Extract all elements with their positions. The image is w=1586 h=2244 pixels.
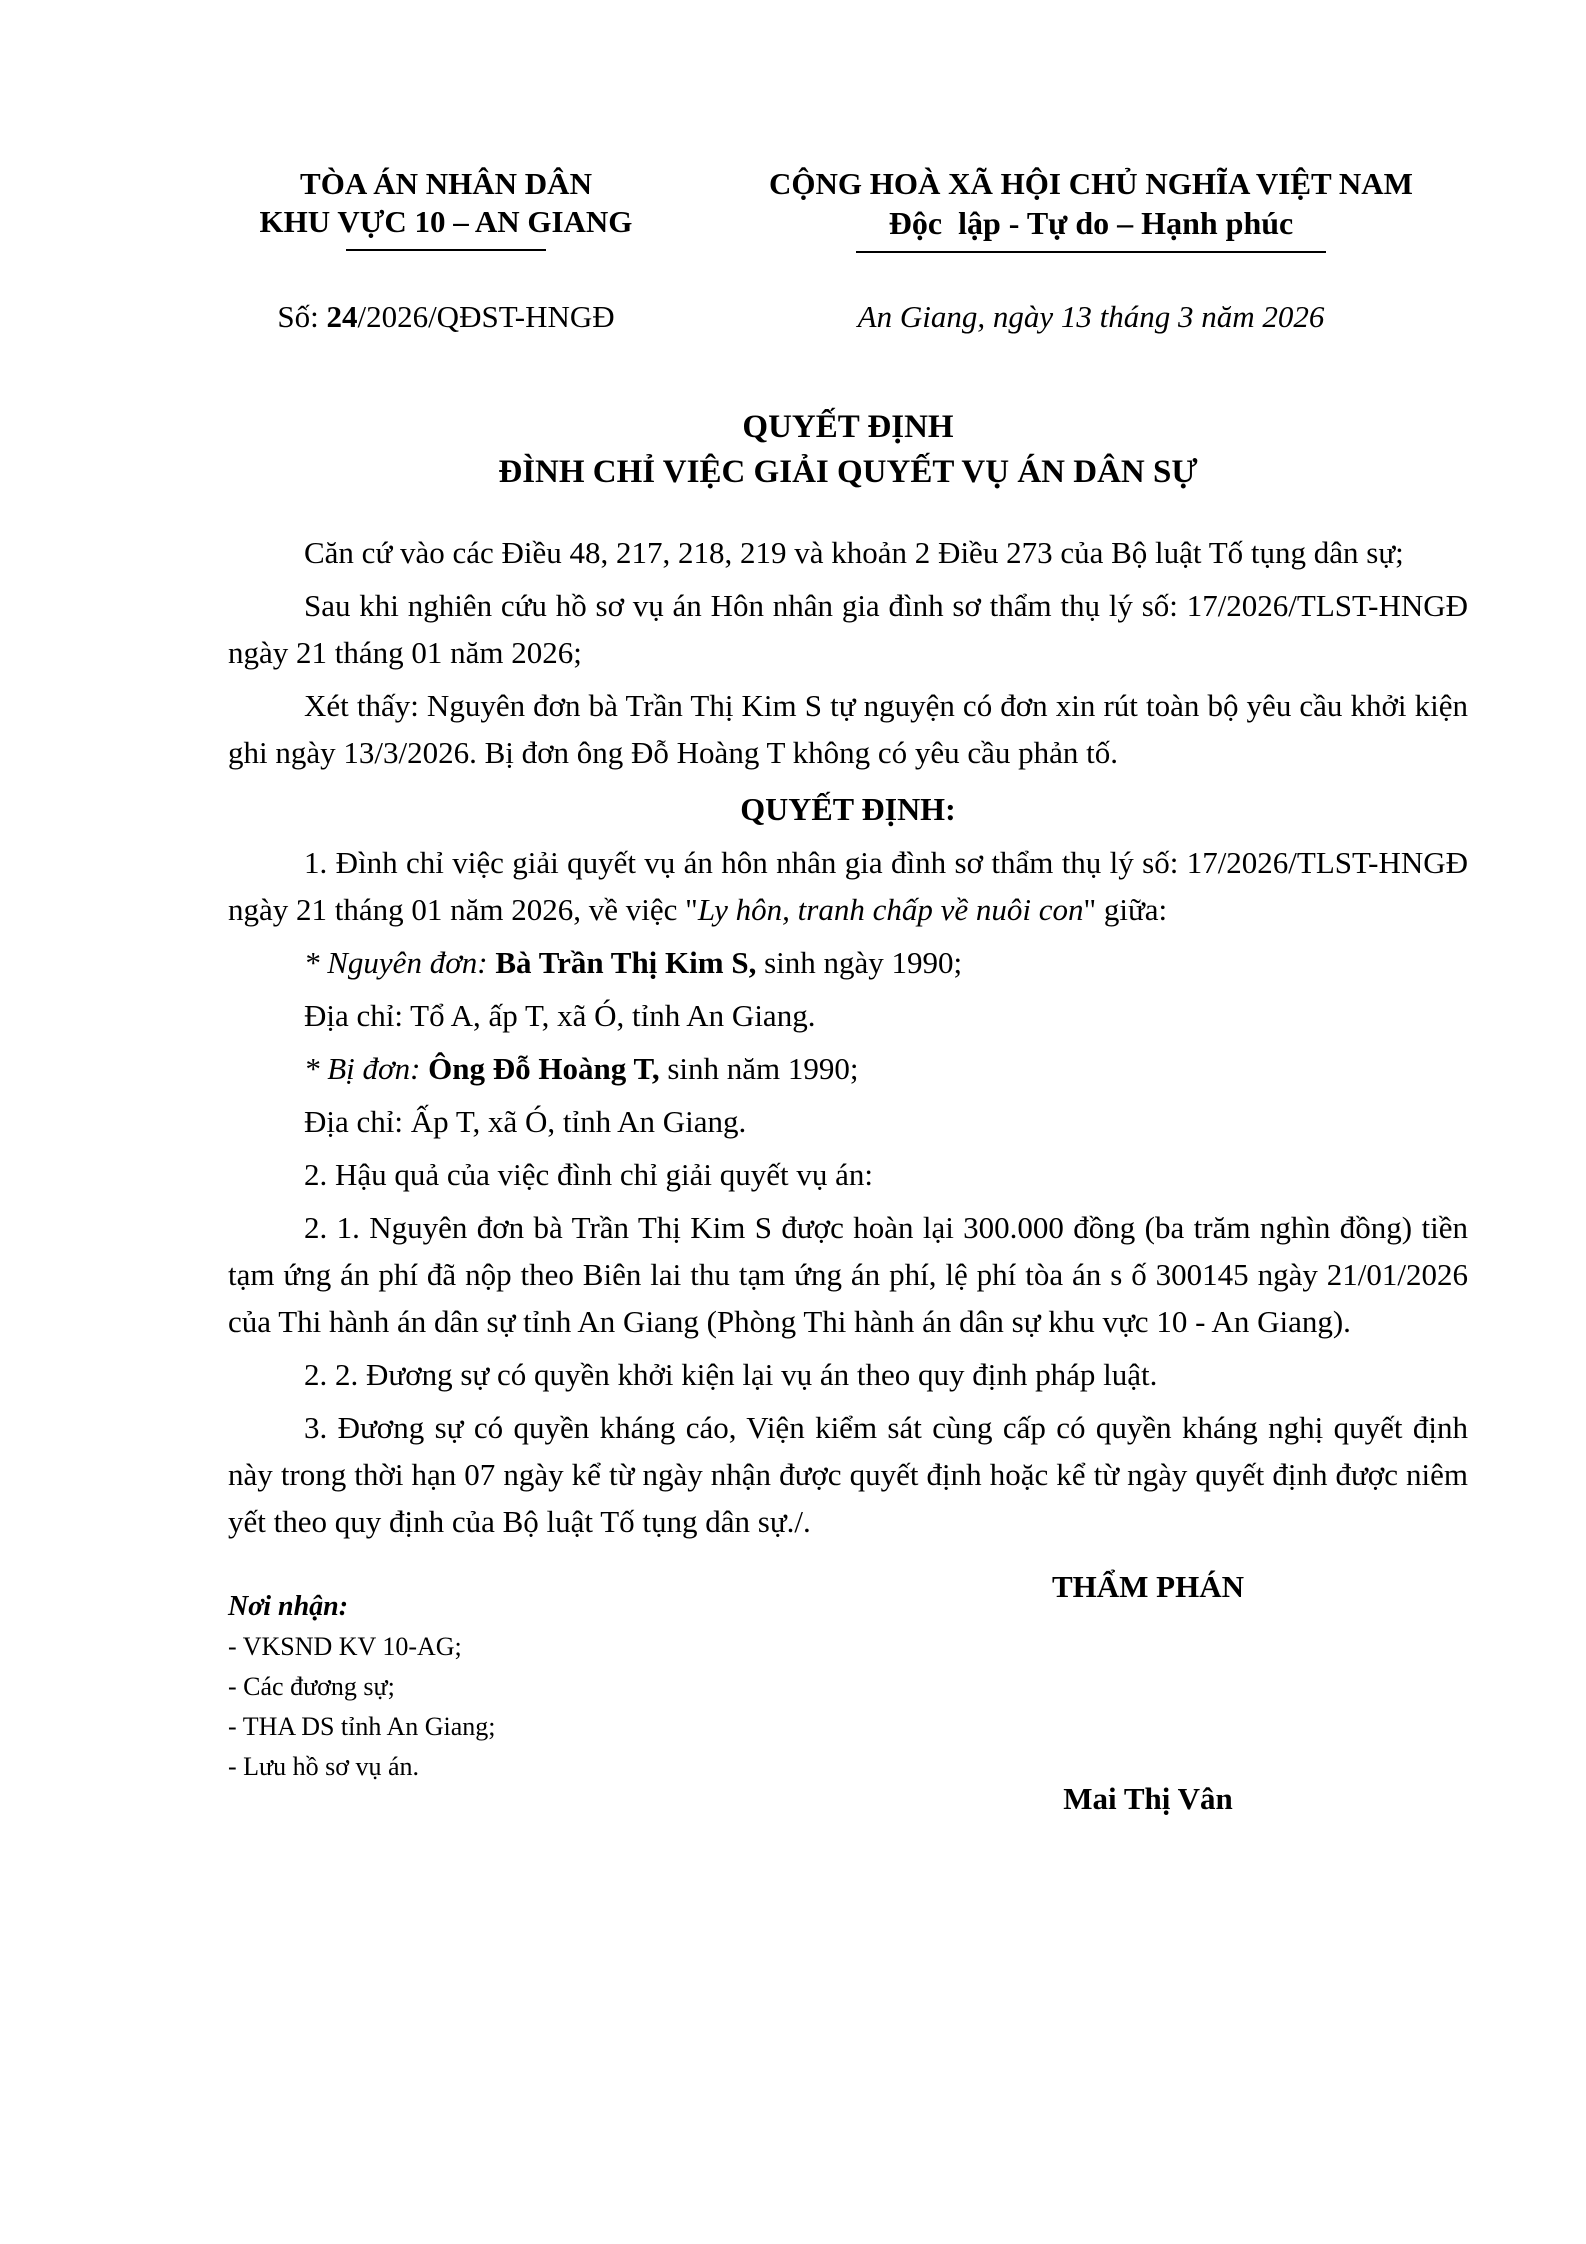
plaintiff-label: * Nguyên đơn: (304, 945, 496, 980)
motto-underline (856, 251, 1326, 253)
defendant-birth-info: sinh năm 1990; (659, 1051, 859, 1086)
court-name-line2: KHU VỰC 10 – AN GIANG (259, 204, 633, 239)
document-title (228, 405, 1468, 495)
recipients-block (228, 1587, 968, 1819)
paragraph-findings: Xét thấy: Nguyên đơn bà Trần Thị Kim S tự nguyện có đơn xin rút toàn bộ yêu cầu khởi kiện ghi ngày 13/3/2026. Bị đơn ông Đỗ Hoàng T không có yêu cầu phản tố. (228, 688, 1468, 770)
defendant-line (228, 1045, 1468, 1092)
plaintiff-address: Địa chỉ: Tổ A, ấp T, xã Ó, tỉnh An Giang. (304, 998, 816, 1033)
signature-block (968, 1567, 1328, 1819)
document-body (228, 529, 1468, 1545)
decision-item-1-text: 1. Đình chỉ việc giải quyết vụ án hôn nhân gia đình sơ thẩm thụ lý số: 17/2026/TLST-HNGĐ ngày 21 tháng 01 năm 2026, về việc " (228, 845, 1468, 927)
issue-date: An Giang, ngày 13 tháng 3 năm 2026 (857, 299, 1325, 334)
plaintiff-birth-info: sinh ngày 1990; (756, 945, 963, 980)
decision-section-heading: QUYẾT ĐỊNH: (740, 791, 956, 827)
plaintiff-name: Bà Trần Thị Kim S, (495, 945, 757, 980)
document-title-line2: ĐÌNH CHỈ VIỆC GIẢI QUYẾT VỤ ÁN DÂN SỰ (498, 454, 1198, 490)
document-number-label: Số: (277, 299, 327, 334)
court-header-underline (346, 249, 546, 251)
defendant-label: * Bị đơn: (304, 1051, 429, 1086)
decision-item-1-case-name: Ly hôn, tranh chấp về nuôi con (697, 892, 1084, 927)
court-name-line1: TÒA ÁN NHÂN DÂN (300, 166, 592, 201)
decision-item-1-suffix: " giữa: (1083, 892, 1168, 927)
decision-item-1 (228, 839, 1468, 933)
document-footer (228, 1567, 1468, 1819)
paragraph-legal-basis: Căn cứ vào các Điều 48, 217, 218, 219 và khoản 2 Điều 273 của Bộ luật Tố tụng dân sự; (304, 535, 1404, 570)
defendant-name: Ông Đỗ Hoàng T, (428, 1051, 660, 1086)
decision-item-2-1: 2. 1. Nguyên đơn bà Trần Thị Kim S được hoàn lại 300.000 đồng (ba trăm nghìn đồng) tiền tạm ứng án phí đã nộp theo Biên lai thu tạm ứng án phí, lệ phí tòa án s ố 300145 ngày 21/01/2026 của Thi hành án dân sự tỉnh An Giang (Phòng Thi hành án dân sự khu vực 10 - An Giang). (228, 1210, 1468, 1339)
recipients-label: Nơi nhận: (228, 1591, 349, 1622)
document-number-suffix: /2026/QĐST-HNGĐ (357, 299, 615, 334)
decision-item-3: 3. Đương sự có quyền kháng cáo, Viện kiểm sát cùng cấp có quyền kháng nghị quyết định này trong thời hạn 07 ngày kể từ ngày nhận được quyết định hoặc kể từ ngày quyết định được niêm yết theo quy định của Bộ luật Tố tụng dân sự./. (228, 1410, 1468, 1539)
plaintiff-line (228, 939, 1468, 986)
decision-item-2-2: 2. 2. Đương sự có quyền khởi kiện lại vụ án theo quy định pháp luật. (304, 1357, 1158, 1392)
defendant-address: Địa chỉ: Ấp T, xã Ó, tỉnh An Giang. (304, 1104, 747, 1139)
judge-name: Mai Thị Vân (1063, 1781, 1233, 1816)
document-number (228, 299, 664, 335)
paragraph-case-review: Sau khi nghiên cứu hồ sơ vụ án Hôn nhân gia đình sơ thẩm thụ lý số: 17/2026/TLST-HNGĐ ngày 21 tháng 01 năm 2026; (228, 588, 1468, 670)
decision-item-2: 2. Hậu quả của việc đình chỉ giải quyết vụ án: (304, 1157, 874, 1192)
document-header (228, 165, 1468, 335)
recipient-item: - THA DS tỉnh An Giang; (228, 1712, 496, 1741)
court-header-block (228, 165, 664, 335)
judge-title: THẨM PHÁN (1051, 1569, 1244, 1604)
document-title-line1: QUYẾT ĐỊNH (742, 409, 954, 445)
national-header-block (714, 165, 1468, 335)
national-motto-line: Độc lập - Tự do – Hạnh phúc (888, 205, 1294, 241)
document-number-value: 24 (326, 299, 358, 334)
recipient-item: - Lưu hồ sơ vụ án. (228, 1752, 420, 1781)
recipient-item: - Các đương sự; (228, 1672, 395, 1701)
national-name-line: CỘNG HOÀ XÃ HỘI CHỦ NGHĨA VIỆT NAM (769, 166, 1413, 201)
recipient-item: - VKSND KV 10-AG; (228, 1632, 462, 1661)
